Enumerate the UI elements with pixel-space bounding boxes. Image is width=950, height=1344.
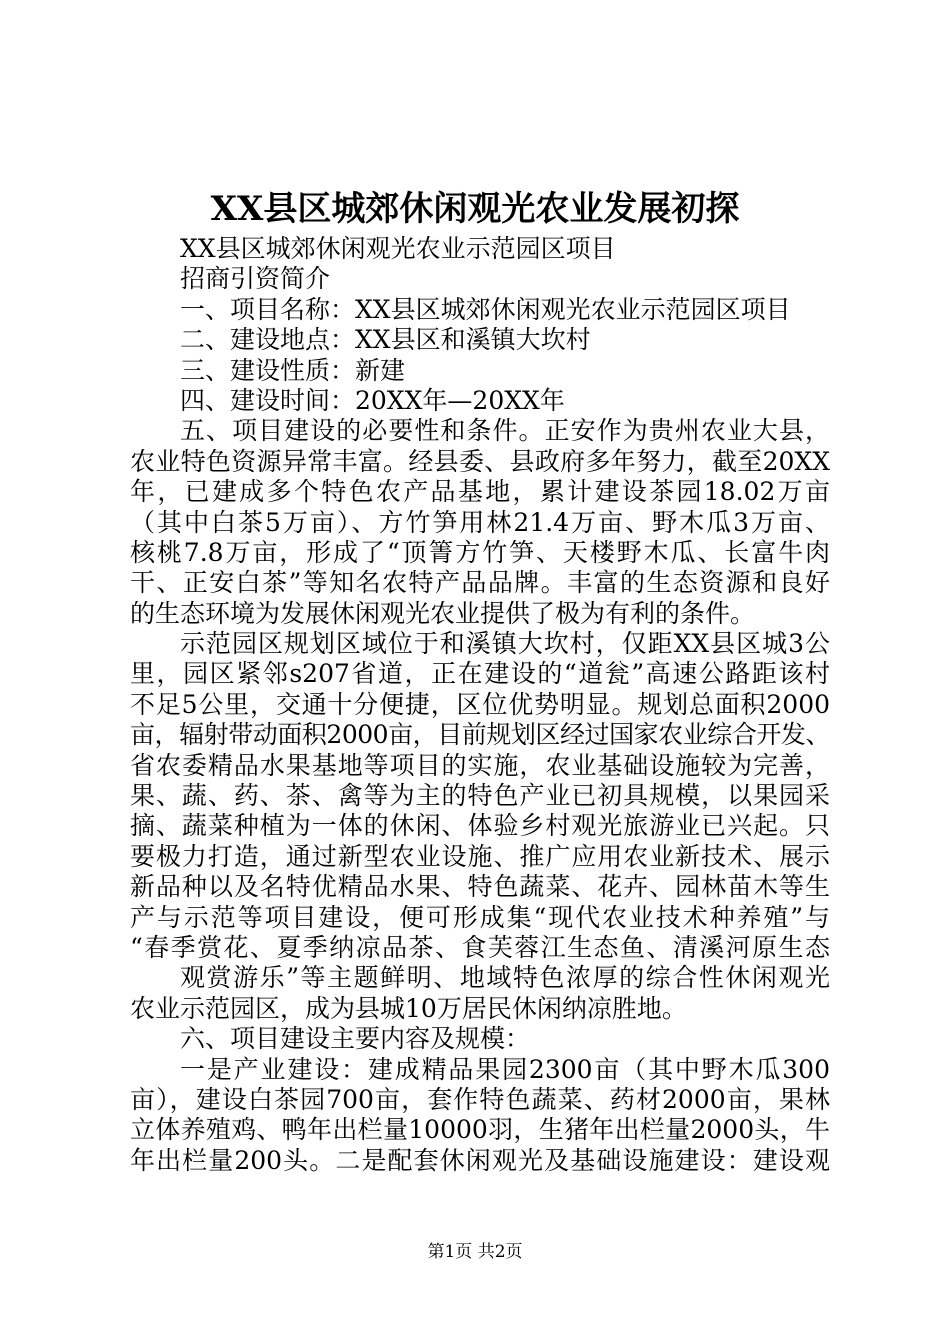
body-line: 省农委精品水果基地等项目的实施，农业基础设施较为完善， (130, 750, 830, 780)
body-line: 年出栏量200头。二是配套休闲观光及基础设施建设：建设观 (130, 1145, 830, 1175)
body-line: 的生态环境为发展休闲观光农业提供了极为有利的条件。 (130, 598, 756, 628)
body-line: 亩），建设白茶园700亩，套作特色蔬菜、药材2000亩，果林 (130, 1084, 830, 1114)
body-line: 招商引资简介 (180, 264, 331, 294)
body-line: 新品种以及名特优精品水果、特色蔬菜、花卉、园林苗木等生 (130, 872, 830, 902)
body-line: 四、建设时间：20XX年—20XX年 (180, 385, 565, 415)
body-line: 产与示范等项目建设，便可形成集“现代农业技术种养殖”与 (130, 902, 830, 932)
body-line: 不足5公里，交通十分便捷，区位优势明显。规划总面积2000 (130, 689, 830, 719)
body-line: 二、建设地点：XX县区和溪镇大坎村 (180, 325, 591, 355)
body-line: “春季赏花、夏季纳凉品茶、食芙蓉江生态鱼、清溪河原生态 (130, 932, 830, 962)
body-line: 里，园区紧邻s207省道，正在建设的“道瓮”高速公路距该村 (130, 659, 830, 689)
body-line: 一是产业建设：建成精品果园2300亩（其中野木瓜300 (180, 1054, 830, 1084)
body-line: （其中白茶5万亩）、方竹笋用林21.4万亩、野木瓜3万亩、 (130, 507, 830, 537)
body-line: XX县区城郊休闲观光农业示范园区项目 (180, 234, 616, 263)
document-body (130, 234, 830, 1176)
body-line: 一、项目名称：XX县区城郊休闲观光农业示范园区项目 (180, 294, 791, 324)
body-line: 示范园区规划区域位于和溪镇大坎村，仅距XX县区城3公 (180, 629, 830, 659)
body-line: 观赏游乐”等主题鲜明、地域特色浓厚的综合性休闲观光 (180, 963, 830, 993)
document-title: XX县区城郊休闲观光农业发展初探 (210, 189, 740, 229)
body-line: 干、正安白茶”等知名农特产品品牌。丰富的生态资源和良好 (130, 568, 830, 598)
page-footer: 第1页 共2页 (427, 1242, 523, 1262)
body-line: 年，已建成多个特色农产品基地，累计建设茶园18.02万亩 (130, 477, 830, 507)
body-line: 三、建设性质：新建 (180, 355, 406, 385)
body-line: 亩，辐射带动面积2000亩，目前规划区经过国家农业综合开发、 (130, 720, 830, 750)
body-line: 六、项目建设主要内容及规模： (180, 1024, 531, 1054)
body-line: 农业示范园区，成为县城10万居民休闲纳凉胜地。 (130, 993, 687, 1023)
body-line: 果、蔬、药、茶、禽等为主的特色产业已初具规模，以果园采 (130, 781, 830, 811)
body-line: 核桃7.8万亩，形成了“顶箐方竹笋、天楼野木瓜、长富牛肉 (130, 537, 830, 567)
body-line: 摘、蔬菜种植为一体的休闲、体验乡村观光旅游业已兴起。只 (130, 811, 830, 841)
body-line: 五、项目建设的必要性和条件。正安作为贵州农业大县， (180, 416, 830, 446)
body-line: 农业特色资源异常丰富。经县委、县政府多年努力，截至20XX (130, 446, 830, 476)
body-line: 立体养殖鸡、鸭年出栏量10000羽，生猪年出栏量2000头，牛 (130, 1115, 830, 1145)
body-line: 要极力打造，通过新型农业设施、推广应用农业新技术、展示 (130, 841, 830, 871)
